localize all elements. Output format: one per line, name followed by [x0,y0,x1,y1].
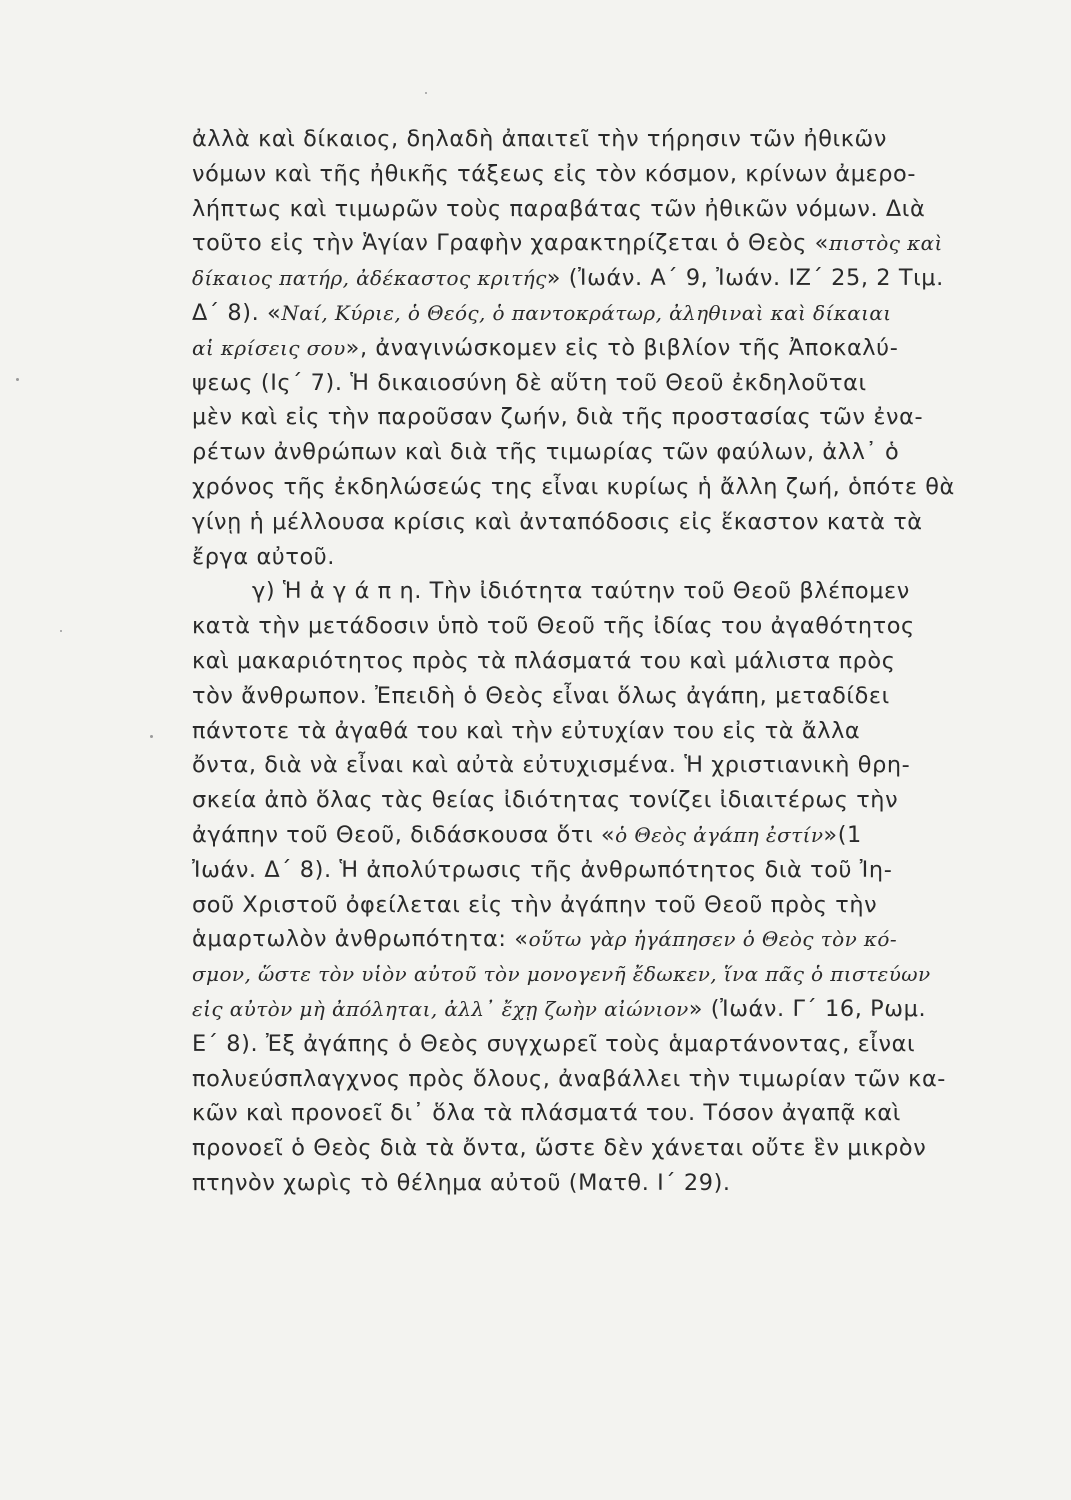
text-line: καὶ μακαριότητος πρὸς τὰ πλάσματά του καὶ μάλιστα πρὸς [192,647,896,674]
italic-quote: οὕτω γὰρ ἠγάπησεν ὁ Θεὸς τὸν κό- [528,927,897,952]
text-line: χρόνος τῆς ἐκδηλώσεώς της εἶναι κυρίως ἡ ἄλλη ζωή, ὁπότε θὰ [192,473,955,500]
italic-quote: εἰς αὐτὸν μὴ ἀπόληται, ἀλλ᾽ ἔχῃ ζωὴν αἰώνιον [192,996,689,1021]
scan-speck [16,378,19,381]
text-line: Ἰωάν. Δ΄ 8). Ἡ ἀπολύτρωσις τῆς ἀνθρωπότητος διὰ τοῦ Ἰη- [192,856,893,883]
text-line: σοῦ Χριστοῦ ὀφείλεται εἰς τὴν ἀγάπην τοῦ Θεοῦ πρὸς τὴν [192,891,878,918]
italic-quote: αἱ κρίσεις σου [192,335,346,360]
text-line: ἔργα αὐτοῦ. [192,543,336,570]
text-line: προνοεῖ ὁ Θεὸς διὰ τὰ ὄντα, ὥστε δὲν χάνεται οὔτε ἓν μικρὸν [192,1135,927,1162]
italic-quote: πιστὸς καὶ [828,231,943,256]
text-line: νόμων καὶ τῆς ἠθικῆς τάξεως εἰς τὸν κόσμον, κρίνων ἀμερο- [192,160,917,187]
text-line: Ε΄ 8). Ἐξ ἀγάπης ὁ Θεὸς συγχωρεῖ τοὺς ἁμαρτάνοντας, εἶναι [192,1030,916,1057]
scan-speck [150,735,153,738]
text-line: γίνῃ ἡ μέλλουσα κρίσις καὶ ἀνταπόδοσις εἰς ἕκαστον κατὰ τὰ [192,508,923,535]
italic-quote: ὁ Θεὸς ἀγάπη ἐστίν [615,822,824,847]
text-line: ρέτων ἀνθρώπων καὶ διὰ τῆς τιμωρίας τῶν φαύλων, ἀλλ᾽ ὁ [192,439,900,466]
body-text [192,122,1045,1201]
text-line: αἱ κρίσεις σου», ἀναγινώσκομεν εἰς τὸ βιβλίον τῆς Ἀποκαλύ- [192,334,899,361]
italic-quote: σμον, ὥστε τὸν υἱὸν αὐτοῦ τὸν μονογενῆ ἔδωκεν, ἵνα πᾶς ὁ πιστεύων [192,962,931,987]
scan-speck [60,630,62,632]
italic-quote: δίκαιος πατήρ, ἀδέκαστος κριτής [192,266,547,291]
text-line [192,957,1045,992]
text-line: πάντοτε τὰ ἀγαθά του καὶ τὴν εὐτυχίαν του εἰς τὰ ἄλλα [192,717,861,744]
text-line: τοῦτο εἰς τὴν Ἁγίαν Γραφὴν χαρακτηρίζεται ὁ Θεὸς «πιστὸς καὶ [192,230,943,257]
text-line: κατὰ τὴν μετάδοσιν ὑπὸ τοῦ Θεοῦ τῆς ἰδίας του ἀγαθότητος [192,613,915,640]
text-line: σκεία ἀπὸ ὅλας τὰς θείας ἰδιότητας τονίζει ἰδιαιτέρως τὴν [192,787,899,814]
text-line: ὄντα, διὰ νὰ εἶναι καὶ αὐτὰ εὐτυχισμένα. Ἡ χριστιανικὴ θρη- [192,752,911,779]
text-line: δίκαιος πατήρ, ἀδέκαστος κριτής» (Ἰωάν. Α΄ 9, Ἰωάν. ΙΖ΄ 25, 2 Τιμ. [192,265,944,292]
text-line: λήπτως καὶ τιμωρῶν τοὺς παραβάτας τῶν ἠθικῶν νόμων. Διὰ [192,195,926,222]
italic-quote: Ναί, Κύριε, ὁ Θεός, ὁ παντοκράτωρ, ἀληθιναὶ καὶ δίκαιαι [281,300,892,325]
text-line: πτηνὸν χωρὶς τὸ θέλημα αὐτοῦ (Ματθ. Ι΄ 29). [192,1169,731,1196]
text-line: ψεως (Ις΄ 7). Ἡ δικαιοσύνη δὲ αὕτη τοῦ Θεοῦ ἐκδηλοῦται [192,369,867,396]
text-line: εἰς αὐτὸν μὴ ἀπόληται, ἀλλ᾽ ἔχῃ ζωὴν αἰώνιον» (Ἰωάν. Γ΄ 16, Ρωμ. [192,995,927,1022]
text-line: ἁμαρτωλὸν ἀνθρωπότητα: «οὕτω γὰρ ἠγάπησεν ὁ Θεὸς τὸν κό- [192,926,897,953]
text-line: τὸν ἄνθρωπον. Ἐπειδὴ ὁ Θεὸς εἶναι ὅλως ἀγάπη, μεταδίδει [192,682,890,709]
text-line: πολυεύσπλαγχνος πρὸς ὅλους, ἀναβάλλει τὴν τιμωρίαν τῶν κα- [192,1065,946,1092]
text-line: ἀγάπην τοῦ Θεοῦ, διδάσκουσα ὅτι «ὁ Θεὸς ἀγάπη ἐστίν»(1 [192,821,862,848]
text-line: μὲν καὶ εἰς τὴν παροῦσαν ζωήν, διὰ τῆς προστασίας τῶν ἐνα- [192,404,924,431]
text-line: ἀλλὰ καὶ δίκαιος, δηλαδὴ ἀπαιτεῖ τὴν τήρησιν τῶν ἠθικῶν [192,126,887,152]
text-line: κῶν καὶ προνοεῖ δι᾽ ὅλα τὰ πλάσματά του. Τόσον ἀγαπᾷ καὶ [192,1100,901,1127]
section-heading-line: γ) Ἡ ἀ γ ά π η. Τὴν ἰδιότητα ταύτην τοῦ Θεοῦ βλέπομεν [252,578,910,605]
text-line: Δ΄ 8). «Ναί, Κύριε, ὁ Θεός, ὁ παντοκράτωρ, ἀληθιναὶ καὶ δίκαιαι [192,299,892,326]
scan-speck [425,92,427,94]
